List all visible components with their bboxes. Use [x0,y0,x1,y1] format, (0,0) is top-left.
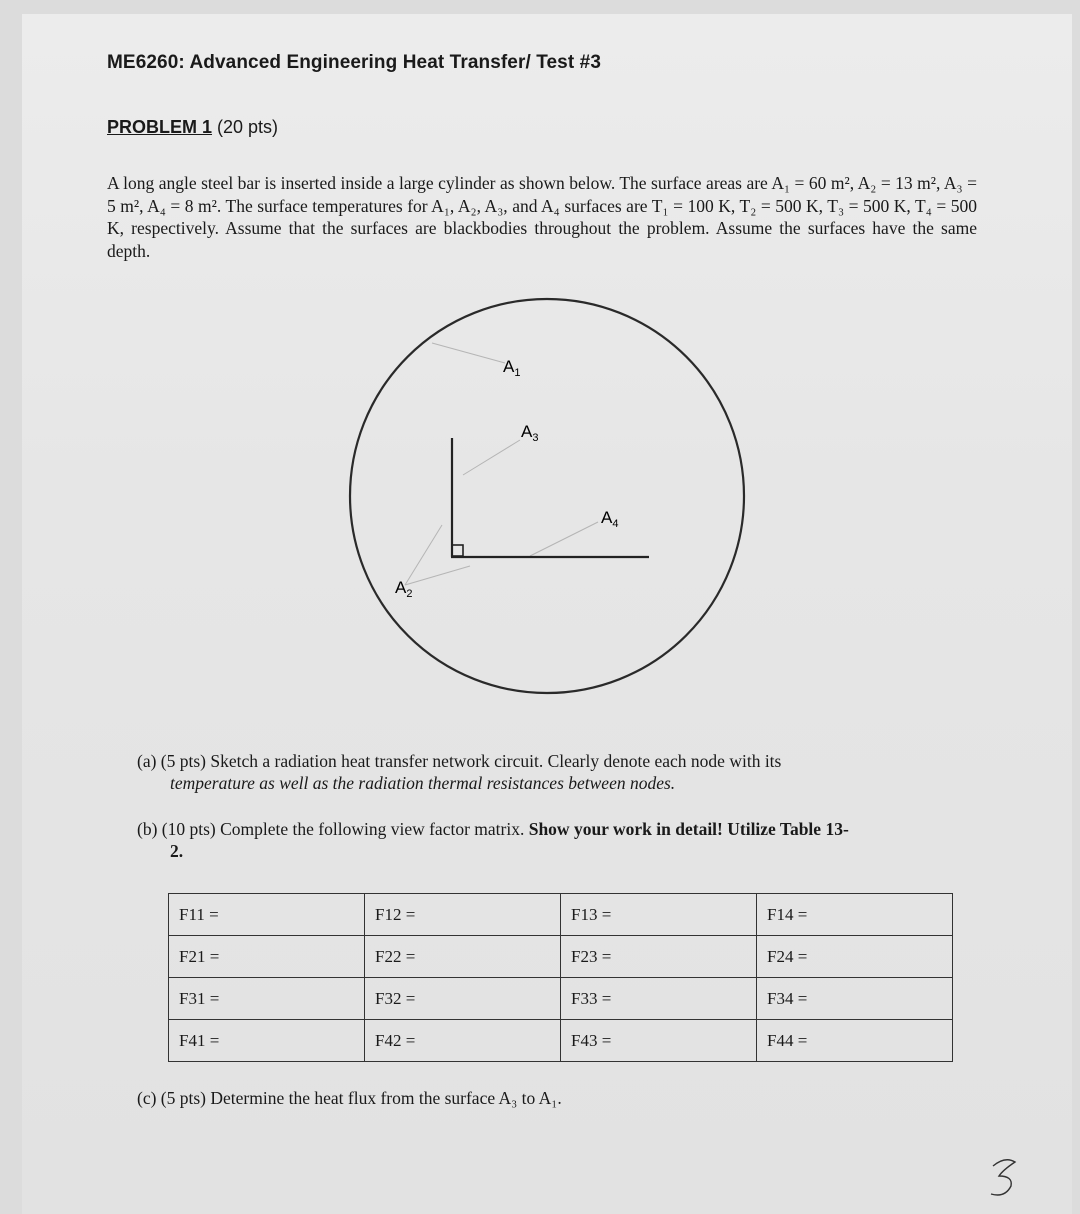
part-b-prefix: (b) (10 pts) Complete the following view factor matrix. [137,819,529,839]
matrix-cell[interactable]: F24 = [757,936,953,978]
matrix-row [169,936,953,978]
matrix-cell[interactable]: F31 = [169,978,365,1020]
matrix-cell[interactable]: F11 = [169,894,365,936]
matrix-cell[interactable]: F23 = [561,936,757,978]
matrix-row [169,1020,953,1062]
leader-a4 [530,522,598,556]
page-number-mark [985,1152,1025,1202]
matrix-cell[interactable]: F34 = [757,978,953,1020]
part-a-line2: temperature as well as the radiation thermal resistances between nodes. [170,773,676,793]
part-c: (c) (5 pts) Determine the heat flux from the surface A₃ to A₁. [137,1088,562,1108]
matrix-cell[interactable]: F14 = [757,894,953,936]
part-a-line1: (a) (5 pts) Sketch a radiation heat transfer network circuit. Clearly denote each node with its [137,751,782,771]
part-a [137,750,967,794]
label-a2: $A_2$ [395,578,413,600]
matrix-cell[interactable]: F33 = [561,978,757,1020]
matrix-cell[interactable]: F42 = [365,1020,561,1062]
part-b-wrap: 2. [170,841,184,861]
leader-a3 [463,440,520,475]
matrix-cell[interactable]: F22 = [365,936,561,978]
part-b-emphasis: Show your work in detail! Utilize Table 13- [528,819,849,839]
problem-label: PROBLEM 1 [107,117,213,137]
label-a4: $A_4$ [601,508,619,530]
matrix-row [169,978,953,1020]
label-a3: $A_3$ [521,422,539,444]
matrix-cell[interactable]: F32 = [365,978,561,1020]
matrix-cell[interactable]: F43 = [561,1020,757,1062]
label-a1: $A_1$ [503,357,521,379]
matrix-cell[interactable]: F12 = [365,894,561,936]
view-factor-matrix [168,893,953,1062]
matrix-cell[interactable]: F44 = [757,1020,953,1062]
matrix-cell[interactable]: F21 = [169,936,365,978]
part-b [137,818,967,862]
problem-points: (20 pts) [217,117,279,137]
right-angle-marker [452,545,463,556]
cylinder-outline [350,299,744,693]
matrix-cell[interactable]: F41 = [169,1020,365,1062]
page-title: ME6260: Advanced Engineering Heat Transfer/ Test #3 [107,52,601,73]
matrix-row [169,894,953,936]
problem-statement-text: A long angle steel bar is inserted inside a large cylinder as shown below. The surface areas are A₁ = 60 m², A₂ = 13 m², A₃ = 5 m², A₄ = 8 m². The surface temperatures for A₁, A₂, A₃, and A₄ surfaces are T₁ = 100 K, T₂ = 500 K, T₃ = 500 K, T₄ = 500 K, respectively. Assume that the surfaces are blackbodies throughout the problem. Assume the surfaces have the same depth. [107,173,977,261]
handwritten-page-number-icon [991,1160,1015,1195]
leader-a1 [432,343,505,363]
matrix-cell[interactable]: F13 = [561,894,757,936]
